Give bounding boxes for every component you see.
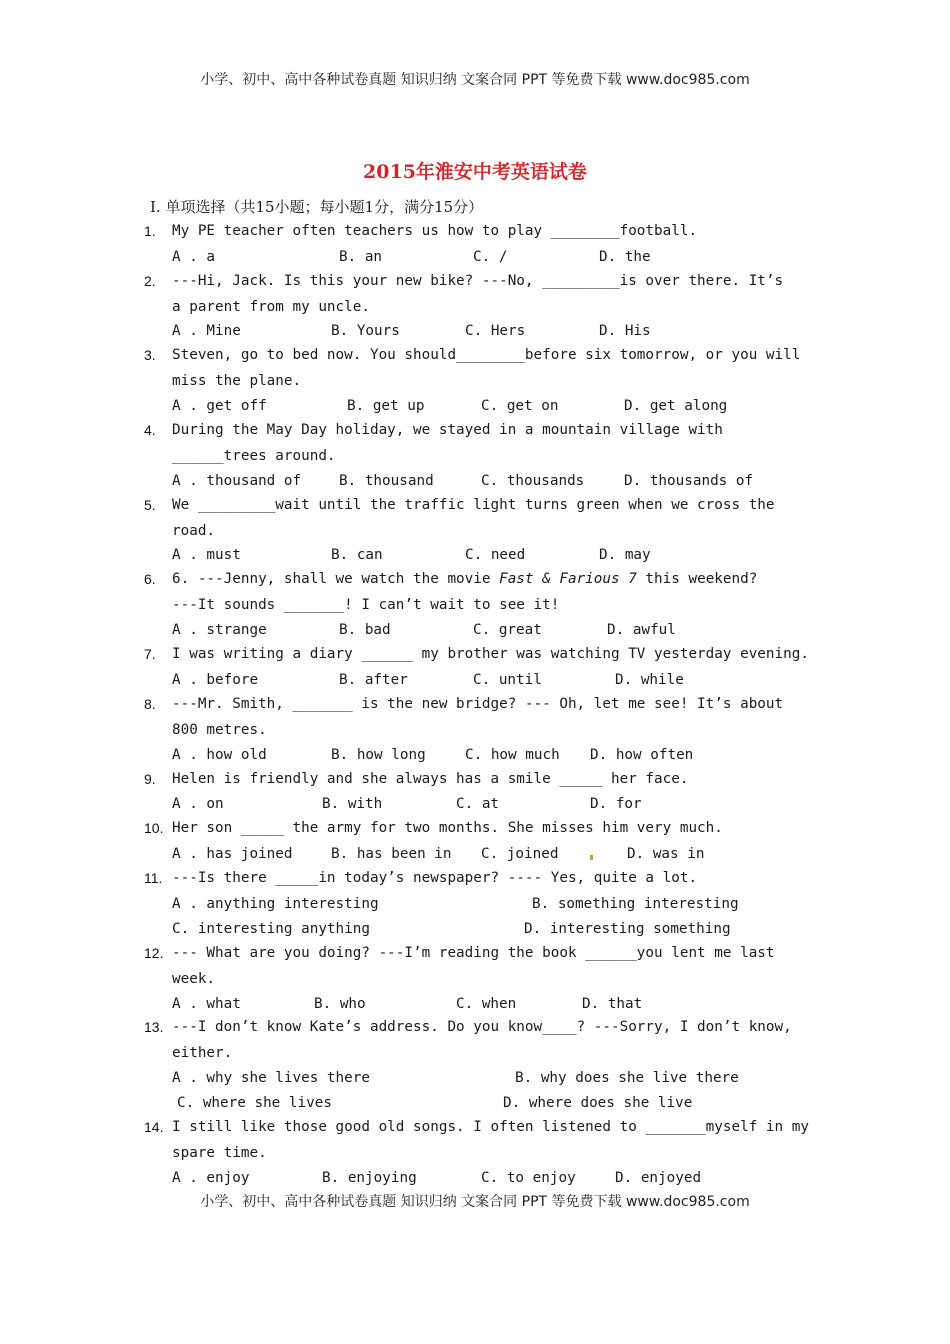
- option-b: B. how long: [331, 747, 426, 763]
- question-number: 1.: [144, 223, 156, 239]
- question-text-cont: miss the plane.: [172, 373, 302, 389]
- exam-title: 2015年淮安中考英语试卷: [363, 161, 587, 183]
- option-a: A . before: [172, 672, 259, 688]
- question-text-cont: ______trees around.: [172, 448, 336, 464]
- option-d: D. get along: [624, 398, 728, 414]
- question-number: 5.: [144, 497, 156, 513]
- option-c: C. get on: [481, 398, 559, 414]
- option-d: D. thousands of: [624, 473, 754, 489]
- option-c: C. /: [473, 249, 508, 265]
- option-b: B. thousand: [339, 473, 434, 489]
- option-c: C. great: [473, 622, 542, 638]
- question-number: 12.: [144, 945, 164, 961]
- option-b: B. enjoying: [322, 1170, 417, 1186]
- option-c: C. to enjoy: [481, 1170, 576, 1186]
- question-text: --- What are you doing? ---I’m reading the book ______you lent me last: [172, 945, 775, 961]
- section-heading: Ⅰ. 单项选择（共15小题；每小题1分，满分15分）: [150, 198, 484, 216]
- option-a: A . a: [172, 249, 216, 265]
- option-c: C. joined: [481, 846, 559, 862]
- stray-mark: [590, 855, 593, 860]
- question-text-cont: spare time.: [172, 1145, 267, 1161]
- question-text: ---Mr. Smith, _______ is the new bridge? --- Oh, let me see! It’s about: [172, 696, 784, 712]
- question-number: 6.: [144, 571, 156, 587]
- question-number: 8.: [144, 696, 156, 712]
- question-number: 10.: [144, 820, 164, 836]
- option-a: A . thousand of: [172, 473, 302, 489]
- option-d: D. may: [599, 547, 651, 563]
- question-text-cont: a parent from my uncle.: [172, 299, 370, 315]
- question-text: ---I don’t know Kate’s address. Do you know____? ---Sorry, I don’t know,: [172, 1019, 792, 1035]
- option-c: C. need: [465, 547, 526, 563]
- option-b: B. why does she live there: [515, 1070, 739, 1086]
- option-d: D. awful: [607, 622, 676, 638]
- question-text-cont: ---It sounds _______! I can’t wait to see it!: [172, 597, 560, 613]
- option-d: D. His: [599, 323, 651, 339]
- question-text-cont: 800 metres.: [172, 722, 267, 738]
- option-d: D. how often: [590, 747, 694, 763]
- option-b: B. has been in: [331, 846, 452, 862]
- option-d: D. where does she live: [503, 1095, 693, 1111]
- option-d: D. that: [582, 996, 643, 1012]
- question-number: 11.: [144, 870, 163, 886]
- movie-title: Fast & Farious 7: [499, 571, 637, 587]
- option-a: A . on: [172, 796, 224, 812]
- option-b: B. bad: [339, 622, 391, 638]
- question-text: Steven, go to bed now. You should________before six tomorrow, or you will: [172, 347, 801, 363]
- question-text-cont: week.: [172, 971, 216, 987]
- option-a: A . how old: [172, 747, 267, 763]
- question-text-cont: road.: [172, 523, 216, 539]
- option-b: B. who: [314, 996, 366, 1012]
- option-d: D. the: [599, 249, 651, 265]
- question-text: ---Is there _____in today’s newspaper? ---- Yes, quite a lot.: [172, 870, 698, 886]
- question-text: ---Hi, Jack. Is this your new bike? ---No, _________is over there. It’s: [172, 273, 784, 289]
- question-text: Her son _____ the army for two months. She misses him very much.: [172, 820, 723, 836]
- question-text: Helen is friendly and she always has a smile _____ her face.: [172, 771, 689, 787]
- option-a: A . has joined: [172, 846, 293, 862]
- question-text: [172, 570, 806, 588]
- option-a: A . get off: [172, 398, 267, 414]
- option-a: A . strange: [172, 622, 267, 638]
- option-c: C. until: [473, 672, 542, 688]
- page-header: 小学、初中、高中各种试卷真题 知识归纳 文案合同 PPT 等免费下载 www.doc985.com: [200, 72, 750, 88]
- option-b: B. can: [331, 547, 383, 563]
- option-d: D. interesting something: [524, 921, 731, 937]
- option-c: C. where she lives: [177, 1095, 332, 1111]
- question-text: I was writing a diary ______ my brother was watching TV yesterday evening.: [172, 646, 809, 662]
- option-a: A . Mine: [172, 323, 241, 339]
- option-a: A . must: [172, 547, 241, 563]
- option-b: B. after: [339, 672, 408, 688]
- option-a: A . enjoy: [172, 1170, 250, 1186]
- question-text: We _________wait until the traffic light turns green when we cross the: [172, 497, 775, 513]
- question-number: 4.: [144, 422, 156, 438]
- option-c: C. when: [456, 996, 517, 1012]
- option-c: C. Hers: [465, 323, 526, 339]
- question-text-part: this weekend?: [636, 571, 758, 587]
- option-c: C. thousands: [481, 473, 585, 489]
- question-number: 14.: [144, 1119, 164, 1135]
- option-d: D. was in: [627, 846, 705, 862]
- question-text-cont: either.: [172, 1045, 233, 1061]
- option-d: D. for: [590, 796, 642, 812]
- option-b: B. something interesting: [532, 896, 739, 912]
- question-number: 3.: [144, 347, 156, 363]
- question-number: 7.: [144, 646, 156, 662]
- option-a: A . anything interesting: [172, 896, 379, 912]
- question-text-part: 6. ---Jenny, shall we watch the movie: [172, 571, 500, 587]
- option-b: B. Yours: [331, 323, 400, 339]
- question-text: My PE teacher often teachers us how to play ________football.: [172, 223, 698, 239]
- option-b: B. an: [339, 249, 383, 265]
- option-d: D. enjoyed: [615, 1170, 702, 1186]
- option-b: B. get up: [347, 398, 425, 414]
- question-number: 13.: [144, 1019, 164, 1035]
- page-footer: 小学、初中、高中各种试卷真题 知识归纳 文案合同 PPT 等免费下载 www.doc985.com: [200, 1194, 750, 1210]
- question-text: I still like those good old songs. I often listened to _______myself in my: [172, 1119, 809, 1135]
- question-text: During the May Day holiday, we stayed in a mountain village with: [172, 422, 723, 438]
- option-a: A . why she lives there: [172, 1070, 370, 1086]
- option-c: C. interesting anything: [172, 921, 370, 937]
- option-b: B. with: [322, 796, 383, 812]
- question-number: 2.: [144, 273, 156, 289]
- question-number: 9.: [144, 771, 156, 787]
- option-a: A . what: [172, 996, 241, 1012]
- option-c: C. at: [456, 796, 500, 812]
- option-c: C. how much: [465, 747, 560, 763]
- option-d: D. while: [615, 672, 684, 688]
